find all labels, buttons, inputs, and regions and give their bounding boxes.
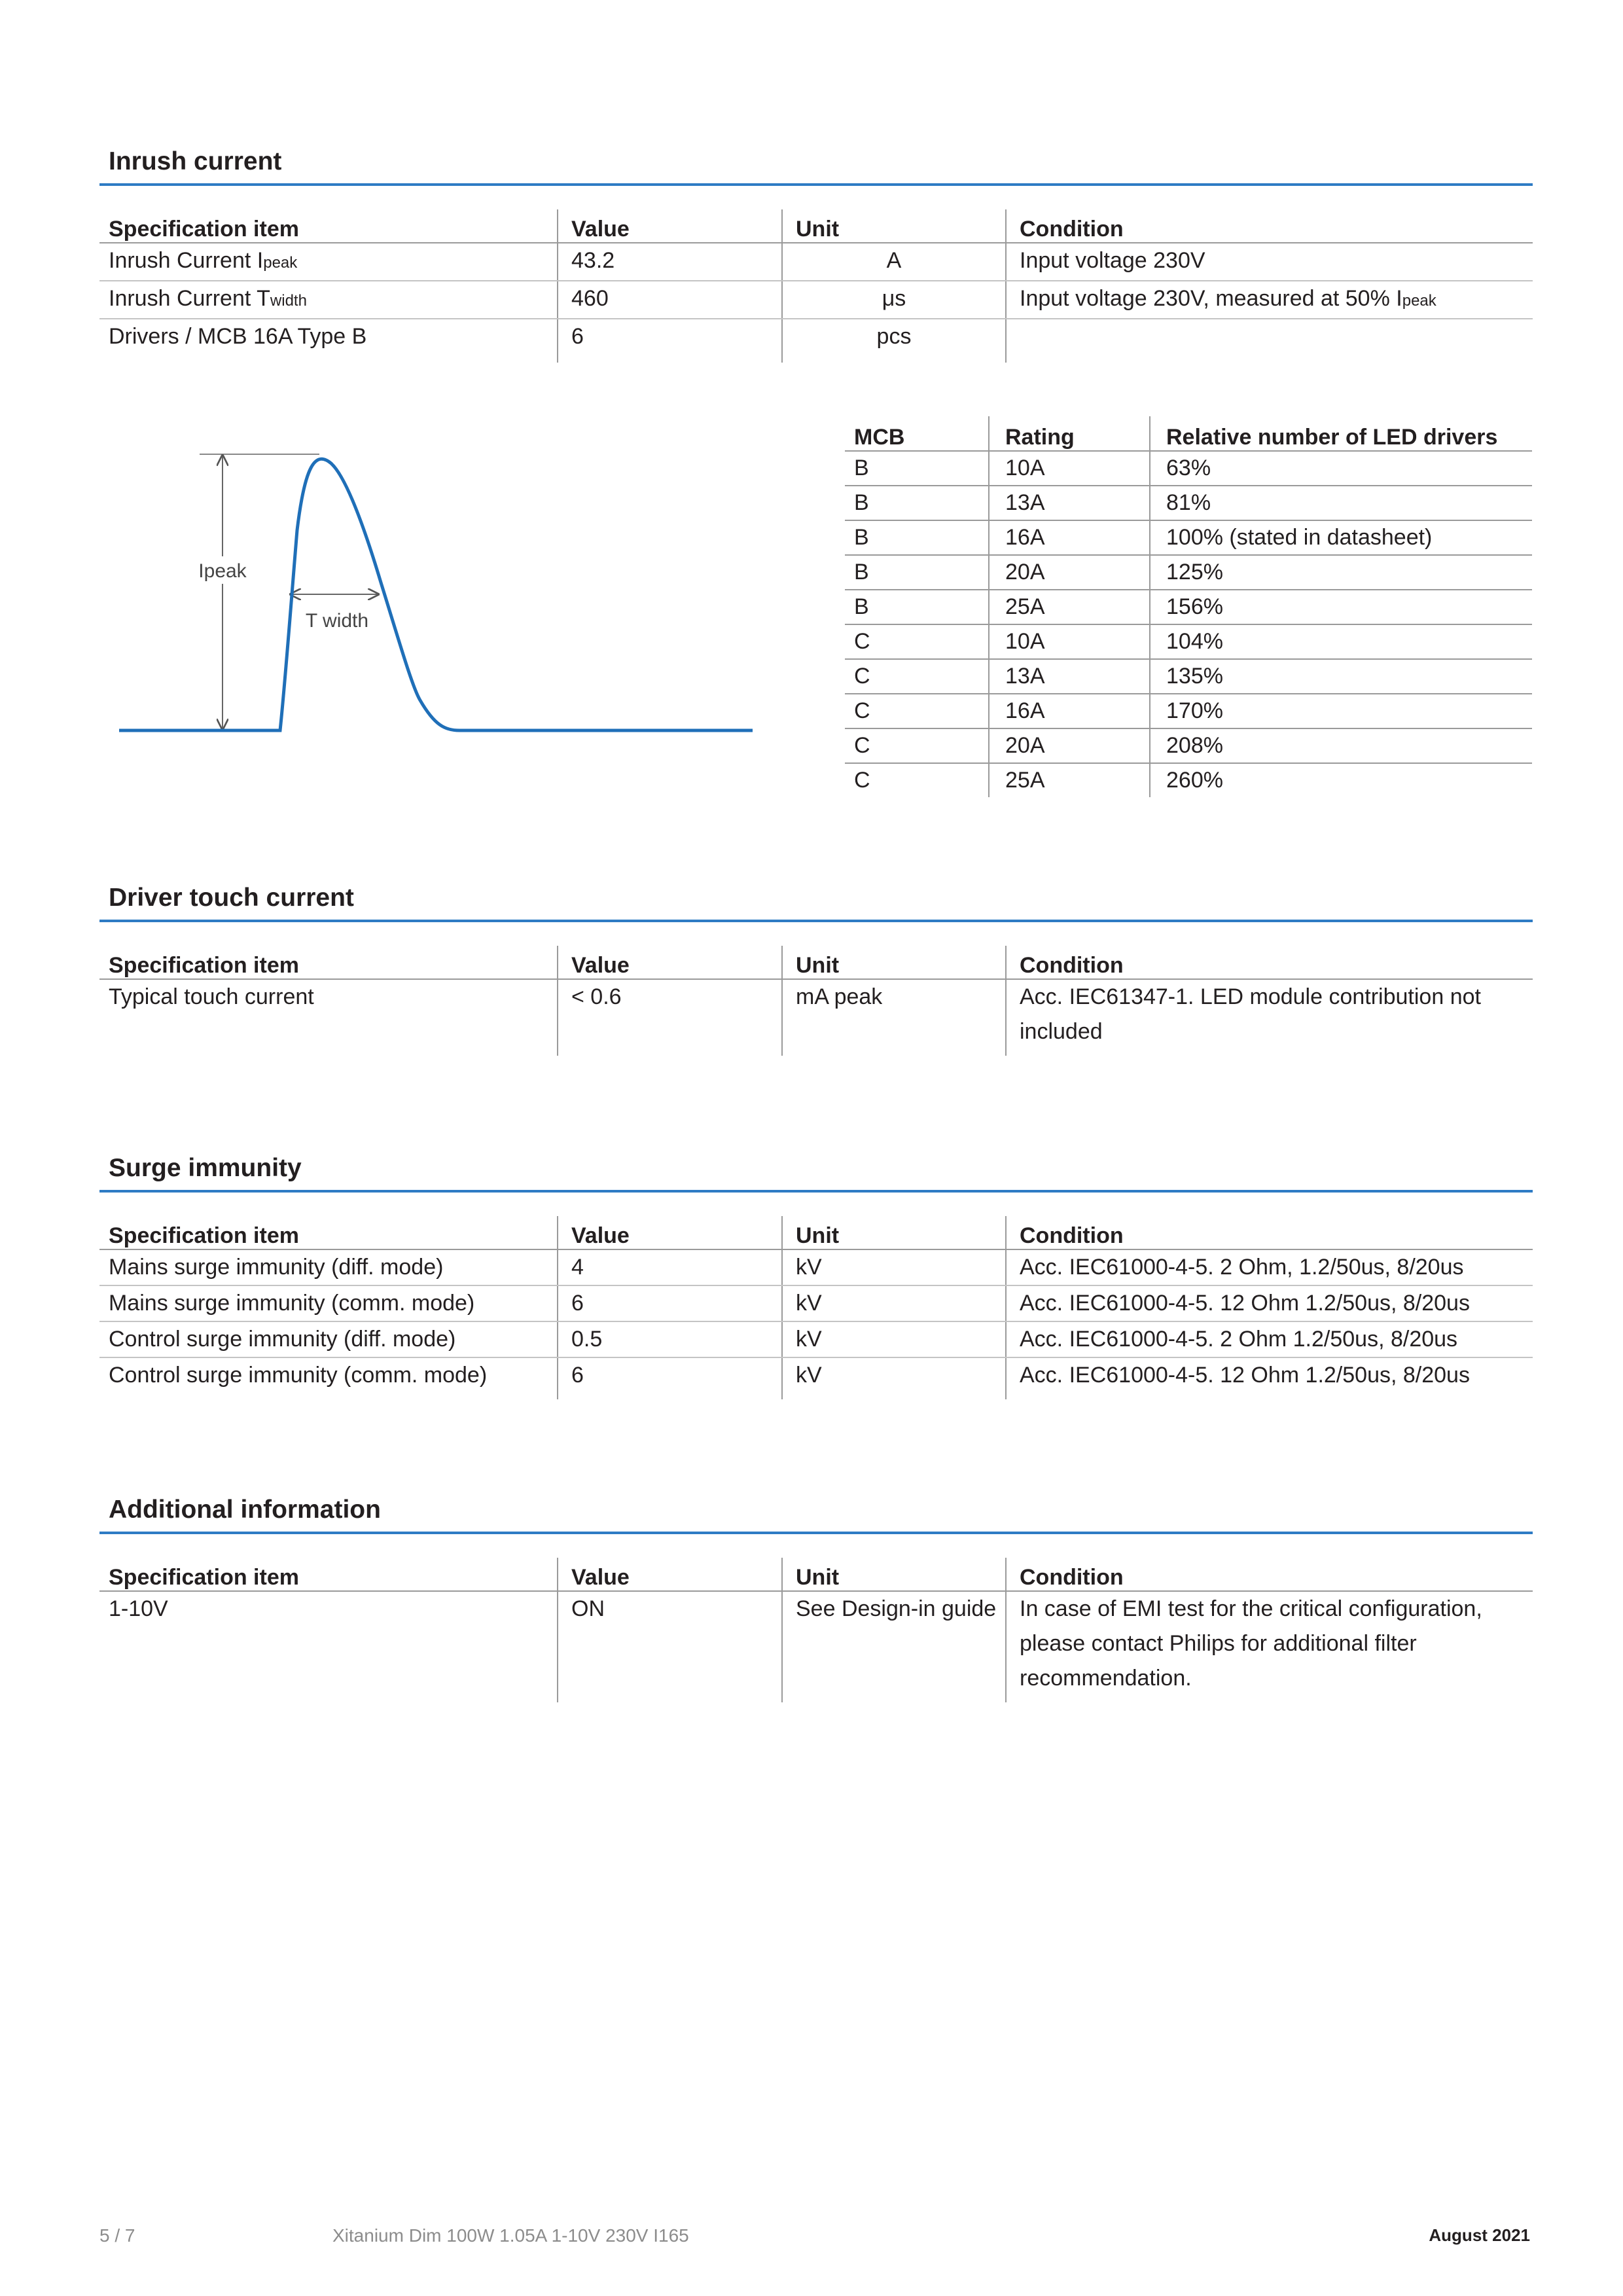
condition-cell: Input voltage 230V, measured at 50% Ipeak — [1006, 281, 1533, 319]
mcb-cell: B — [845, 486, 989, 520]
mcb-cell: B — [845, 451, 989, 486]
page-number: 5 / 7 — [99, 2225, 135, 2246]
relative-cell: 156% — [1150, 590, 1532, 624]
table-row — [99, 1357, 1533, 1399]
header-condition: Condition — [1006, 209, 1533, 243]
section-rule — [99, 1532, 1533, 1534]
unit-cell: kV — [782, 1321, 1006, 1357]
touch-title: Driver touch current — [109, 884, 354, 912]
inrush-waveform-curve — [119, 459, 753, 730]
mcb-cell: B — [845, 520, 989, 555]
relative-cell: 260% — [1150, 763, 1532, 797]
relative-cell: 100% (stated in datasheet) — [1150, 520, 1532, 555]
relative-cell: 81% — [1150, 486, 1532, 520]
additional-table — [99, 1558, 1533, 1702]
table-row — [99, 979, 1533, 1056]
table-row — [99, 1321, 1533, 1357]
header-unit: Unit — [782, 946, 1006, 979]
spec-item-cell: Mains surge immunity (diff. mode) — [99, 1249, 558, 1285]
unit-cell: kV — [782, 1249, 1006, 1285]
header-mcb: MCB — [845, 416, 989, 451]
mcb-cell: C — [845, 659, 989, 694]
unit-cell: A — [782, 243, 1006, 281]
relative-cell: 208% — [1150, 728, 1532, 763]
header-rating: Rating — [989, 416, 1150, 451]
value-cell: 43.2 — [558, 243, 782, 281]
inrush-table — [99, 209, 1533, 363]
unit-cell: μs — [782, 281, 1006, 319]
spec-item-cell: Control surge immunity (diff. mode) — [99, 1321, 558, 1357]
relative-cell: 63% — [1150, 451, 1532, 486]
table-row — [845, 659, 1532, 694]
unit-cell: kV — [782, 1285, 1006, 1321]
unit-cell: See Design-in guide — [782, 1591, 1006, 1702]
table-row — [99, 1249, 1533, 1285]
header-value: Value — [558, 1216, 782, 1249]
condition-cell: Input voltage 230V — [1006, 243, 1533, 281]
table-row — [99, 243, 1533, 281]
header-spec-item: Specification item — [99, 1216, 558, 1249]
value-cell: ON — [558, 1591, 782, 1702]
twidth-label: T width — [305, 610, 369, 632]
inrush-title: Inrush current — [109, 147, 282, 175]
unit-cell: kV — [782, 1357, 1006, 1399]
table-header-row — [845, 416, 1532, 451]
header-condition: Condition — [1006, 1558, 1533, 1591]
table-row — [99, 281, 1533, 319]
section-rule — [99, 183, 1533, 186]
table-row — [845, 555, 1532, 590]
inrush-section — [99, 145, 1533, 363]
section-rule — [99, 1190, 1533, 1193]
rating-cell: 13A — [989, 659, 1150, 694]
unit-cell: pcs — [782, 319, 1006, 363]
header-unit: Unit — [782, 209, 1006, 243]
rating-cell: 13A — [989, 486, 1150, 520]
rating-cell: 10A — [989, 451, 1150, 486]
header-value: Value — [558, 1558, 782, 1591]
table-row — [99, 319, 1533, 363]
condition-cell: Acc. IEC61000-4-5. 12 Ohm 1.2/50us, 8/20us — [1006, 1285, 1533, 1321]
rating-cell: 25A — [989, 763, 1150, 797]
table-header-row — [99, 209, 1533, 243]
value-cell: < 0.6 — [558, 979, 782, 1056]
table-row — [845, 763, 1532, 797]
spec-item-cell: Inrush Current Twidth — [99, 281, 558, 319]
header-spec-item: Specification item — [99, 209, 558, 243]
header-value: Value — [558, 946, 782, 979]
value-cell: 6 — [558, 1357, 782, 1399]
surge-section — [99, 1152, 1533, 1399]
header-unit: Unit — [782, 1558, 1006, 1591]
spec-item-cell: Typical touch current — [109, 984, 314, 1009]
touch-section — [99, 882, 1533, 1056]
product-name: Xitanium Dim 100W 1.05A 1-10V 230V I165 — [332, 2225, 689, 2246]
inrush-waveform-diagram — [111, 432, 772, 746]
header-spec-item: Specification item — [99, 946, 558, 979]
table-row — [845, 486, 1532, 520]
table-row — [845, 694, 1532, 728]
rating-cell: 20A — [989, 728, 1150, 763]
surge-table — [99, 1216, 1533, 1399]
header-unit: Unit — [782, 1216, 1006, 1249]
header-value: Value — [558, 209, 782, 243]
table-row — [99, 1591, 1533, 1702]
mcb-cell: C — [854, 768, 870, 793]
rating-cell: 25A — [989, 590, 1150, 624]
condition-cell: Acc. IEC61000-4-5. 2 Ohm, 1.2/50us, 8/20us — [1006, 1249, 1533, 1285]
table-row — [845, 520, 1532, 555]
mcb-cell: B — [845, 555, 989, 590]
table-row — [845, 451, 1532, 486]
mcb-table — [845, 416, 1532, 797]
spec-item-cell: Control surge immunity (comm. mode) — [109, 1363, 488, 1388]
value-cell: 0.5 — [558, 1321, 782, 1357]
mcb-cell: C — [845, 694, 989, 728]
rating-cell: 10A — [989, 624, 1150, 659]
header-spec-item: Specification item — [99, 1558, 558, 1591]
header-condition: Condition — [1006, 946, 1533, 979]
relative-cell: 135% — [1150, 659, 1532, 694]
table-row — [99, 1285, 1533, 1321]
mcb-cell: C — [845, 624, 989, 659]
header-relative-number: Relative number of LED drivers — [1150, 416, 1532, 451]
condition-cell: Acc. IEC61347-1. LED module contribution not included — [1006, 979, 1533, 1056]
condition-cell: In case of EMI test for the critical configuration, please contact Philips for additional filter recommendation. — [1006, 1591, 1533, 1702]
table-row — [845, 590, 1532, 624]
condition-cell — [1006, 319, 1533, 363]
table-header-row — [99, 946, 1533, 979]
condition-cell: Acc. IEC61000-4-5. 2 Ohm 1.2/50us, 8/20us — [1006, 1321, 1533, 1357]
mcb-cell: C — [845, 728, 989, 763]
additional-title: Additional information — [109, 1496, 381, 1524]
value-cell: 460 — [558, 281, 782, 319]
surge-title: Surge immunity — [109, 1154, 302, 1182]
spec-item-cell: 1-10V — [109, 1596, 168, 1621]
spec-item-cell: Mains surge immunity (comm. mode) — [99, 1285, 558, 1321]
table-row — [845, 728, 1532, 763]
document-date: August 2021 — [1429, 2225, 1530, 2245]
value-cell: 4 — [558, 1249, 782, 1285]
value-cell: 6 — [558, 1285, 782, 1321]
relative-cell: 104% — [1150, 624, 1532, 659]
ipeak-label: Ipeak — [198, 560, 247, 582]
table-row — [845, 624, 1532, 659]
value-cell: 6 — [558, 319, 782, 363]
relative-cell: 125% — [1150, 555, 1532, 590]
additional-section — [99, 1494, 1533, 1702]
unit-cell: mA peak — [782, 979, 1006, 1056]
rating-cell: 20A — [989, 555, 1150, 590]
rating-cell: 16A — [989, 520, 1150, 555]
mcb-cell: B — [845, 590, 989, 624]
table-header-row — [99, 1216, 1533, 1249]
touch-table — [99, 946, 1533, 1056]
spec-item-cell: Inrush Current Ipeak — [99, 243, 558, 281]
rating-cell: 16A — [989, 694, 1150, 728]
table-header-row — [99, 1558, 1533, 1591]
spec-item-cell: Drivers / MCB 16A Type B — [109, 324, 367, 349]
relative-cell: 170% — [1150, 694, 1532, 728]
condition-cell: Acc. IEC61000-4-5. 12 Ohm 1.2/50us, 8/20us — [1006, 1357, 1533, 1399]
header-condition: Condition — [1006, 1216, 1533, 1249]
section-rule — [99, 920, 1533, 922]
